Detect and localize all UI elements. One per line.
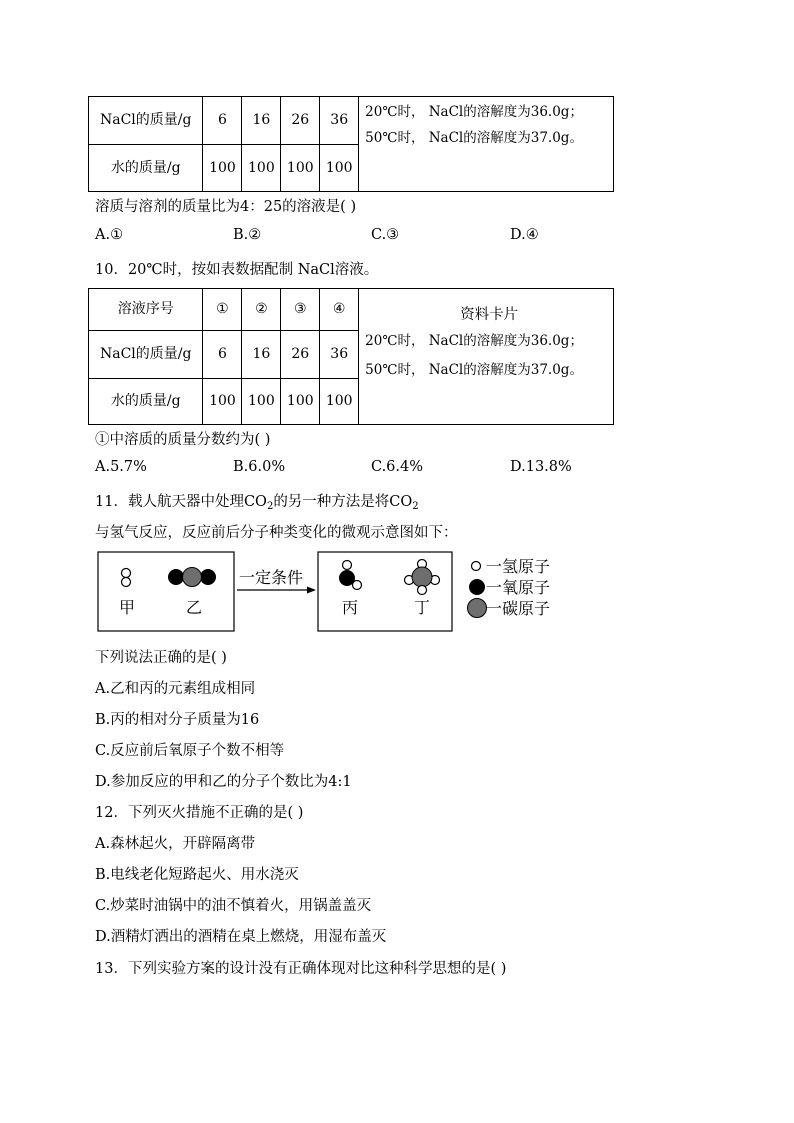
- hydrogen-atom-icon: [122, 569, 131, 578]
- q9-option-d[interactable]: D.④: [510, 227, 539, 243]
- carbon-atom-icon: [183, 568, 202, 587]
- q12-option-b[interactable]: B.电线老化短路起火、用水浇灭: [95, 867, 299, 883]
- table-cell: 100: [242, 379, 281, 425]
- table-cell: 16: [242, 97, 281, 145]
- arrow-condition-text: 一定条件: [239, 568, 304, 587]
- legend-hydrogen-label: 一氢原子: [486, 557, 551, 576]
- solubility-table-q10: [88, 288, 614, 425]
- q12-option-a[interactable]: A.森林起火，开辟隔离带: [95, 836, 256, 852]
- table-row-label-nacl: NaCl的质量/g: [89, 97, 203, 145]
- table-header-cell: ③: [281, 289, 320, 331]
- question-11-prompt: 下列说法正确的是( ): [95, 650, 227, 666]
- table-header-label: 溶液序号: [89, 289, 203, 331]
- table-cell: 100: [320, 145, 359, 192]
- q10-option-c[interactable]: C.6.4%: [371, 459, 424, 475]
- carbon-atom-icon: [412, 567, 432, 587]
- table-row-label-nacl: NaCl的质量/g: [89, 331, 203, 379]
- oxygen-atom-icon: [201, 570, 216, 585]
- q11-text-part: 11．载人航天器中处理CO: [95, 494, 267, 510]
- table-cell: 100: [320, 379, 359, 425]
- legend-oxygen-label: 一氧原子: [486, 578, 551, 597]
- question-12-stem: 12．下列灭火措施不正确的是( ): [95, 805, 304, 821]
- q11-option-b[interactable]: B.丙的相对分子质量为16: [95, 712, 260, 728]
- q11-option-a[interactable]: A.乙和丙的元素组成相同: [95, 681, 256, 697]
- info-card-line: 50℃时， NaCl的溶解度为37.0g。: [365, 361, 583, 378]
- info-card-line: 20℃时， NaCl的溶解度为36.0g；: [365, 333, 583, 350]
- oxygen-atom-icon: [169, 570, 184, 585]
- label-bing: 丙: [342, 598, 359, 617]
- table-cell: 6: [203, 331, 242, 379]
- table-cell: 16: [242, 331, 281, 379]
- hydrogen-atom-icon: [418, 586, 427, 595]
- q9-option-c[interactable]: C.③: [371, 227, 400, 243]
- table-cell: 100: [242, 145, 281, 192]
- label-yi: 乙: [186, 598, 203, 617]
- q11-text-part: 的另一种方法是将CO: [273, 494, 413, 510]
- info-card: [359, 97, 614, 192]
- q11-option-c[interactable]: C.反应前后氧原子个数不相等: [95, 743, 285, 759]
- arrow-head-icon: [307, 587, 316, 594]
- q9-option-a[interactable]: A.①: [95, 227, 124, 243]
- table-cell: 36: [320, 331, 359, 379]
- q12-option-c[interactable]: C.炒菜时油锅中的油不慎着火，用锅盖盖灭: [95, 898, 372, 914]
- reaction-diagram: [97, 549, 577, 635]
- table-header-cell: ②: [242, 289, 281, 331]
- table-cell: 26: [281, 331, 320, 379]
- legend-oxygen-icon: [470, 580, 485, 595]
- info-card-line: 50℃时， NaCl的溶解度为37.0g。: [365, 130, 583, 147]
- hydrogen-atom-icon: [343, 561, 352, 570]
- table-cell: 36: [320, 97, 359, 145]
- info-card-line: 20℃时， NaCl的溶解度为36.0g；: [365, 104, 583, 120]
- oxygen-atom-icon: [340, 571, 355, 586]
- reactants-box: [98, 552, 234, 631]
- products-box: [318, 552, 452, 631]
- question-11-stem: [95, 490, 419, 512]
- label-ding: 丁: [414, 598, 431, 617]
- info-card: [359, 289, 614, 425]
- hydrogen-atom-icon: [122, 578, 131, 587]
- q11-option-d[interactable]: D.参加反应的甲和乙的分子个数比为4:1: [95, 774, 352, 790]
- question-10-prompt: ①中溶质的质量分数约为( ): [95, 432, 271, 448]
- q12-option-d[interactable]: D.酒精灯洒出的酒精在桌上燃烧，用湿布盖灭: [95, 929, 387, 945]
- subscript: 2: [266, 501, 274, 512]
- q9-option-b[interactable]: B.②: [233, 227, 262, 243]
- question-10-stem: 10．20℃时，按如表数据配制 NaCl溶液。: [95, 262, 379, 278]
- q10-option-d[interactable]: D.13.8%: [510, 459, 572, 475]
- question-13-stem: 13．下列实验方案的设计没有正确体现对比这种科学思想的是( ): [95, 961, 507, 977]
- question-9-stem: 溶质与溶剂的质量比为4：25的溶液是( ): [95, 199, 357, 215]
- legend-hydrogen-icon: [472, 562, 481, 571]
- q10-option-b[interactable]: B.6.0%: [233, 459, 286, 475]
- q10-option-a[interactable]: A.5.7%: [95, 459, 147, 475]
- table-header-cell: ①: [203, 289, 242, 331]
- table-cell: 26: [281, 97, 320, 145]
- solubility-table-top: [88, 96, 614, 192]
- table-cell: 100: [281, 145, 320, 192]
- subscript: 2: [412, 501, 419, 512]
- table-cell: 6: [203, 97, 242, 145]
- table-row-label-water: 水的质量/g: [89, 145, 203, 192]
- info-card-title: 资料卡片: [460, 307, 519, 323]
- table-cell: 100: [203, 379, 242, 425]
- label-jia: 甲: [119, 598, 136, 617]
- table-cell: 100: [203, 145, 242, 192]
- question-11-stem-line2: 与氢气反应，反应前后分子种类变化的微观示意图如下：: [95, 525, 458, 541]
- legend-carbon-label: 一碳原子: [486, 599, 551, 618]
- table-row-label-water: 水的质量/g: [89, 379, 203, 425]
- legend-carbon-icon: [468, 599, 487, 618]
- table-header-cell: ④: [320, 289, 359, 331]
- table-cell: 100: [281, 379, 320, 425]
